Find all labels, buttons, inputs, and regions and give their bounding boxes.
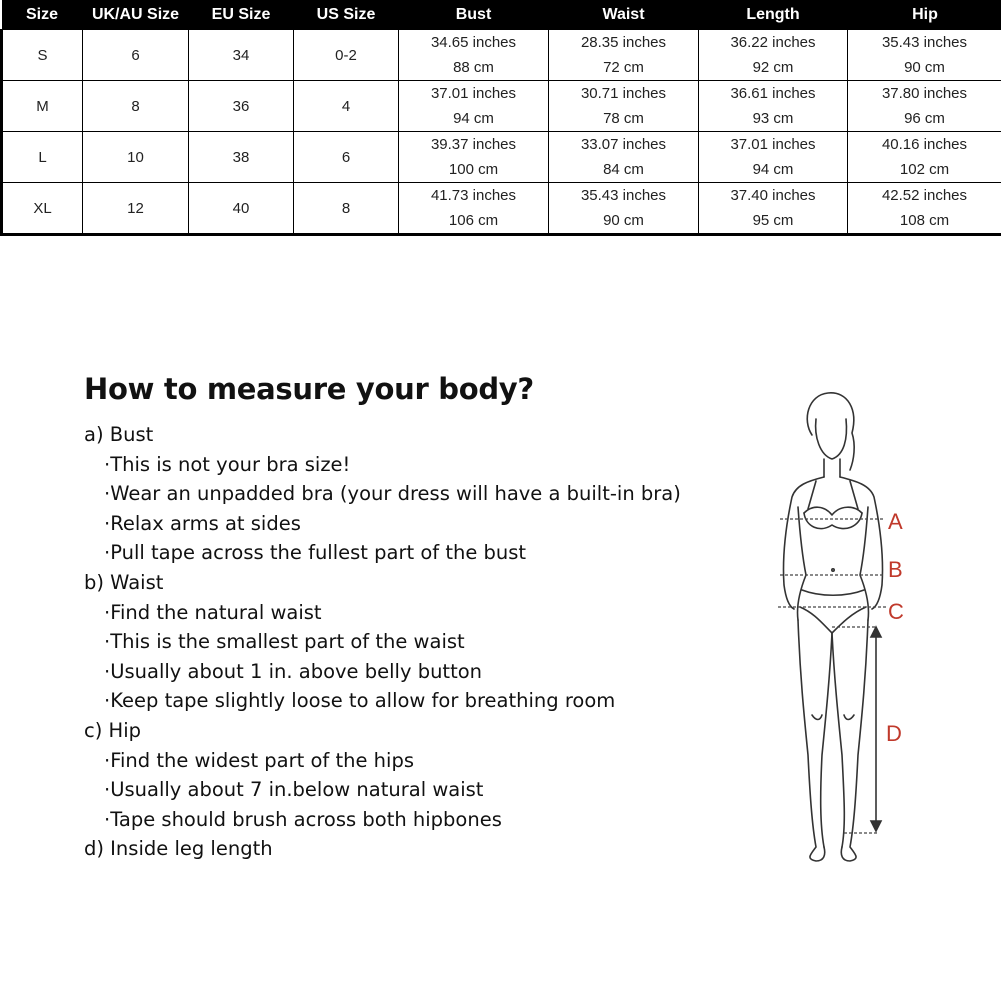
list-item: ·Keep tape slightly loose to allow for breathing room xyxy=(104,689,616,713)
cell-hip xyxy=(848,30,1001,81)
cell-waist xyxy=(549,30,699,81)
cell-uk-au: 10 xyxy=(83,132,189,183)
hip-inches: 37.80 inches xyxy=(881,85,968,102)
table-row xyxy=(2,183,1001,235)
waist-inches: 30.71 inches xyxy=(580,85,667,102)
measurement-lines xyxy=(778,519,888,833)
length-cm: 95 cm xyxy=(752,212,794,229)
length-inches: 36.61 inches xyxy=(730,85,816,102)
list-item: ·Usually about 7 in.below natural waist xyxy=(104,778,484,802)
hip-cm: 96 cm xyxy=(904,110,945,127)
section-waist-label: b) Waist xyxy=(84,570,164,594)
cell-bust xyxy=(399,183,549,235)
waist-cm: 72 cm xyxy=(603,59,644,76)
hip-inches: 40.16 inches xyxy=(881,136,968,153)
hip-cm: 90 cm xyxy=(904,59,945,76)
cell-length xyxy=(699,183,848,235)
cell-bust xyxy=(399,132,549,183)
list-item: ·Relax arms at sides xyxy=(104,511,301,535)
list-item: ·Usually about 1 in. above belly button xyxy=(104,659,483,683)
hip-inches: 42.52 inches xyxy=(881,187,968,204)
cell-eu: 34 xyxy=(189,30,294,81)
bust-cm: 106 cm xyxy=(448,212,499,229)
waist-inches: 35.43 inches xyxy=(580,187,667,204)
header-us-size: US Size xyxy=(294,0,399,30)
header-uk-au-size: UK/AU Size xyxy=(83,0,189,30)
table-header-row xyxy=(2,0,1001,30)
cell-eu: 38 xyxy=(189,132,294,183)
length-cm: 94 cm xyxy=(752,161,794,178)
cell-uk-au: 8 xyxy=(83,81,189,132)
table-row xyxy=(2,132,1001,183)
inside-leg-arrow-icon xyxy=(871,627,881,831)
bust-cm: 94 cm xyxy=(453,110,494,127)
cell-us: 4 xyxy=(294,81,399,132)
cell-size: M xyxy=(2,81,83,132)
marker-c: C xyxy=(888,599,904,624)
cell-us: 6 xyxy=(294,132,399,183)
list-item: ·Find the natural waist xyxy=(104,600,322,624)
cell-length xyxy=(699,81,848,132)
list-item: ·Tape should brush across both hipbones xyxy=(104,807,502,831)
waist-cm: 78 cm xyxy=(603,110,644,127)
length-inches: 37.40 inches xyxy=(730,187,816,204)
length-cm: 93 cm xyxy=(752,110,794,127)
bust-inches: 41.73 inches xyxy=(430,187,517,204)
cell-waist xyxy=(549,81,699,132)
hip-cm: 102 cm xyxy=(899,161,950,178)
header-hip: Hip xyxy=(848,0,1001,30)
table-row xyxy=(2,81,1001,132)
marker-b: B xyxy=(888,557,903,582)
bust-inches: 37.01 inches xyxy=(430,85,517,102)
table-row xyxy=(2,30,1001,81)
cell-hip xyxy=(848,183,1001,235)
waist-cm: 90 cm xyxy=(603,212,644,229)
length-cm: 92 cm xyxy=(752,59,794,76)
cell-length xyxy=(699,30,848,81)
cell-us: 8 xyxy=(294,183,399,235)
cell-uk-au: 6 xyxy=(83,30,189,81)
cell-waist xyxy=(549,132,699,183)
body-measurement-figure xyxy=(760,385,920,870)
header-waist: Waist xyxy=(549,0,699,30)
cell-eu: 40 xyxy=(189,183,294,235)
size-chart-table xyxy=(0,0,1001,236)
waist-cm: 84 cm xyxy=(603,161,644,178)
section-bust-label: a) Bust xyxy=(84,423,154,446)
cell-eu: 36 xyxy=(189,81,294,132)
cell-bust xyxy=(399,30,549,81)
cell-hip xyxy=(848,132,1001,183)
marker-d: D xyxy=(886,721,902,746)
bust-cm: 88 cm xyxy=(453,59,494,76)
hip-inches: 35.43 inches xyxy=(881,34,968,51)
cell-bust xyxy=(399,81,549,132)
measuring-guide xyxy=(84,372,724,864)
cell-us: 0-2 xyxy=(294,30,399,81)
cell-hip xyxy=(848,81,1001,132)
length-inches: 36.22 inches xyxy=(730,34,816,51)
cell-waist xyxy=(549,183,699,235)
list-item: ·Find the widest part of the hips xyxy=(104,748,414,772)
cell-size: XL xyxy=(2,183,83,235)
length-inches: 37.01 inches xyxy=(730,136,816,153)
bust-inches: 39.37 inches xyxy=(430,136,517,153)
list-item: ·Pull tape across the fullest part of the bust xyxy=(104,541,527,565)
cell-uk-au: 12 xyxy=(83,183,189,235)
header-length: Length xyxy=(699,0,848,30)
bust-inches: 34.65 inches xyxy=(430,34,517,51)
guide-title: How to measure your body? xyxy=(84,372,534,406)
list-item: ·This is not your bra size! xyxy=(104,452,351,476)
section-inside-leg-label: d) Inside leg length xyxy=(84,837,273,861)
marker-a: A xyxy=(888,509,903,534)
hip-cm: 108 cm xyxy=(899,212,950,229)
section-hip-label: c) Hip xyxy=(84,718,141,742)
cell-size: S xyxy=(2,30,83,81)
waist-inches: 28.35 inches xyxy=(580,34,667,51)
header-size: Size xyxy=(2,0,83,30)
list-item: ·Wear an unpadded bra (your dress will have a built-in bra) xyxy=(104,482,681,506)
header-bust: Bust xyxy=(399,0,549,30)
bust-cm: 100 cm xyxy=(448,161,499,178)
list-item: ·This is the smallest part of the waist xyxy=(104,630,465,654)
waist-inches: 33.07 inches xyxy=(580,136,667,153)
cell-length xyxy=(699,132,848,183)
header-eu-size: EU Size xyxy=(189,0,294,30)
cell-size: L xyxy=(2,132,83,183)
